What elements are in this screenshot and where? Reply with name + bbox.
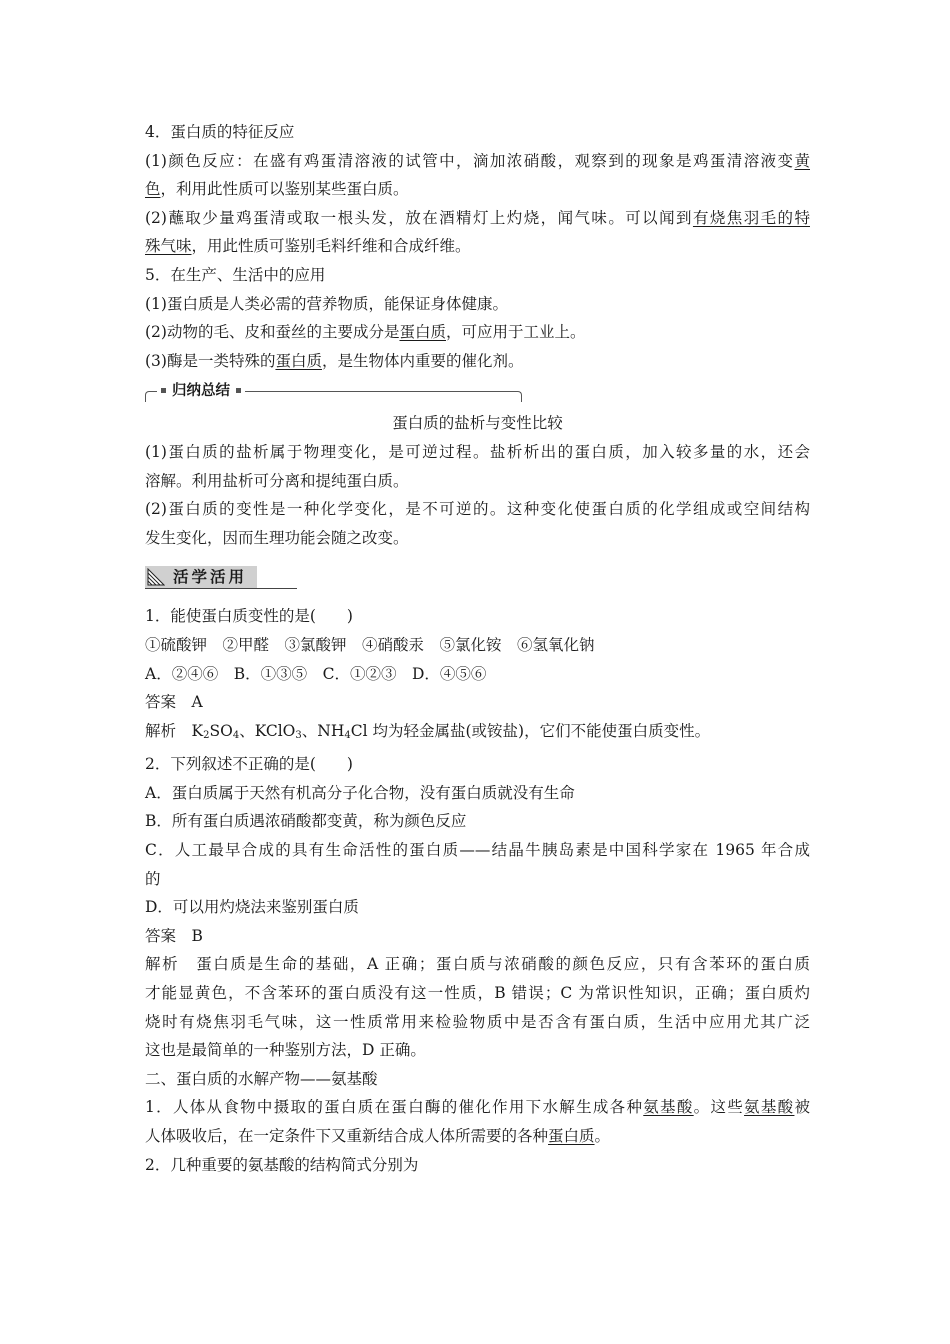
section-4-title: 4．蛋白质的特征反应 [145,123,295,141]
summary-label: 归纳总结 [157,379,245,403]
s4-p1-line2: 色，利用此性质可以鉴别某些蛋白质。 [145,180,409,199]
summary-p2-line2: 发生变化，因而生理功能会随之改变。 [145,528,409,547]
s4-p2-line2: 殊气味，用此性质可鉴别毛料纤维和合成纤维。 [145,237,471,256]
practice-header [145,564,810,594]
s5-p3: (3)酶是一类特殊的蛋白质，是生物体内重要的催化剂。 [145,351,524,370]
summary-title: 蛋白质的盐析与变性比较 [392,414,563,433]
q1-answer: 答案 A [145,693,203,712]
q2-option-b: B．所有蛋白质遇浓硝酸都变黄，称为颜色反应 [145,812,467,831]
q2-option-a: A．蛋白质属于天然有机高分子化合物，没有蛋白质就没有生命 [145,783,575,802]
summary-header [145,379,810,409]
practice-title: 活学活用 [173,568,248,587]
q2-explanation-line3: 烧时有烧焦羽毛气味，这一性质常用来检验物质中是否含有蛋白质，生活中应用尤其广泛 [145,1012,810,1031]
part2-p2: 2．几种重要的氨基酸的结构简式分别为 [145,1155,419,1174]
practice-header-underline [145,588,297,589]
part2-p1-line2: 人体吸收后，在一定条件下又重新结合成人体所需要的各种蛋白质。 [145,1127,611,1145]
q2-explanation-line1: 解析 蛋白质是生命的基础，A 正确；蛋白质与浓硝酸的颜色反应，只有含苯环的蛋白质 [145,955,810,974]
document-page [145,118,810,1179]
s5-p1: (1)蛋白质是人类必需的营养物质，能保证身体健康。 [145,294,508,313]
q2-option-d: D．可以用灼烧法来鉴别蛋白质 [145,898,359,917]
s5-p2: (2)动物的毛、皮和蚕丝的主要成分是蛋白质，可应用于工业上。 [145,323,586,342]
s4-p1-line1: (1)颜色反应：在盛有鸡蛋清溶液的试管中，滴加浓硝酸，观察到的现象是鸡蛋清溶液变黄 [145,151,810,170]
q2-explanation-line2: 才能显黄色，不含苯环的蛋白质没有这一性质，B 错误；C 为常识性知识，正确；蛋白质灼 [145,984,810,1003]
hatched-triangle-icon [147,568,165,586]
part2-title: 二、蛋白质的水解产物——氨基酸 [145,1069,378,1088]
part2-p1-line1: 1．人体从食物中摄取的蛋白质在蛋白酶的催化作用下水解生成各种氨基酸。这些氨基酸被 [145,1098,810,1117]
q1-options: ①硫酸钾 ②甲醛 ③氯酸钾 ④硝酸汞 ⑤氯化铵 ⑥氢氧化钠 [145,635,595,654]
summary-p1-line1: (1)蛋白质的盐析属于物理变化，是可逆过程。盐析析出的蛋白质，加入较多量的水，还会 [145,442,810,461]
q1-explanation: 解析 $K_2SO_4$、KClO$_3$、$NH_4Cl$ 均为轻金属盐(或铵盐)，它们不能使蛋白质变性。 [145,721,711,741]
q2-stem: 2．下列叙述不正确的是( ) [145,755,353,774]
q2-option-c-line2: 的 [145,869,161,888]
q1-choices: A．②④⑥ B．①③⑤ C．①②③ D．④⑤⑥ [145,664,487,683]
summary-p2-line1: (2)蛋白质的变性是一种化学变化，是不可逆的。这种变化使蛋白质的化学组成或空间结构 [145,500,810,519]
q1-stem: 1．能使蛋白质变性的是( ) [145,607,353,626]
q2-option-c-line1: C．人工最早合成的具有生命活性的蛋白质——结晶牛胰岛素是中国科学家在 1965 年合成 [145,841,810,860]
q2-answer: 答案 B [145,926,203,945]
summary-p1-line2: 溶解。利用盐析可分离和提纯蛋白质。 [145,471,409,490]
section-5-title: 5．在生产、生活中的应用 [145,265,326,284]
s4-p2-line1: (2)蘸取少量鸡蛋清或取一根头发，放在酒精灯上灼烧，闻气味。可以闻到有烧焦羽毛的特 [145,208,810,227]
q2-explanation-line4: 这也是最简单的一种鉴别方法，D 正确。 [145,1041,426,1060]
